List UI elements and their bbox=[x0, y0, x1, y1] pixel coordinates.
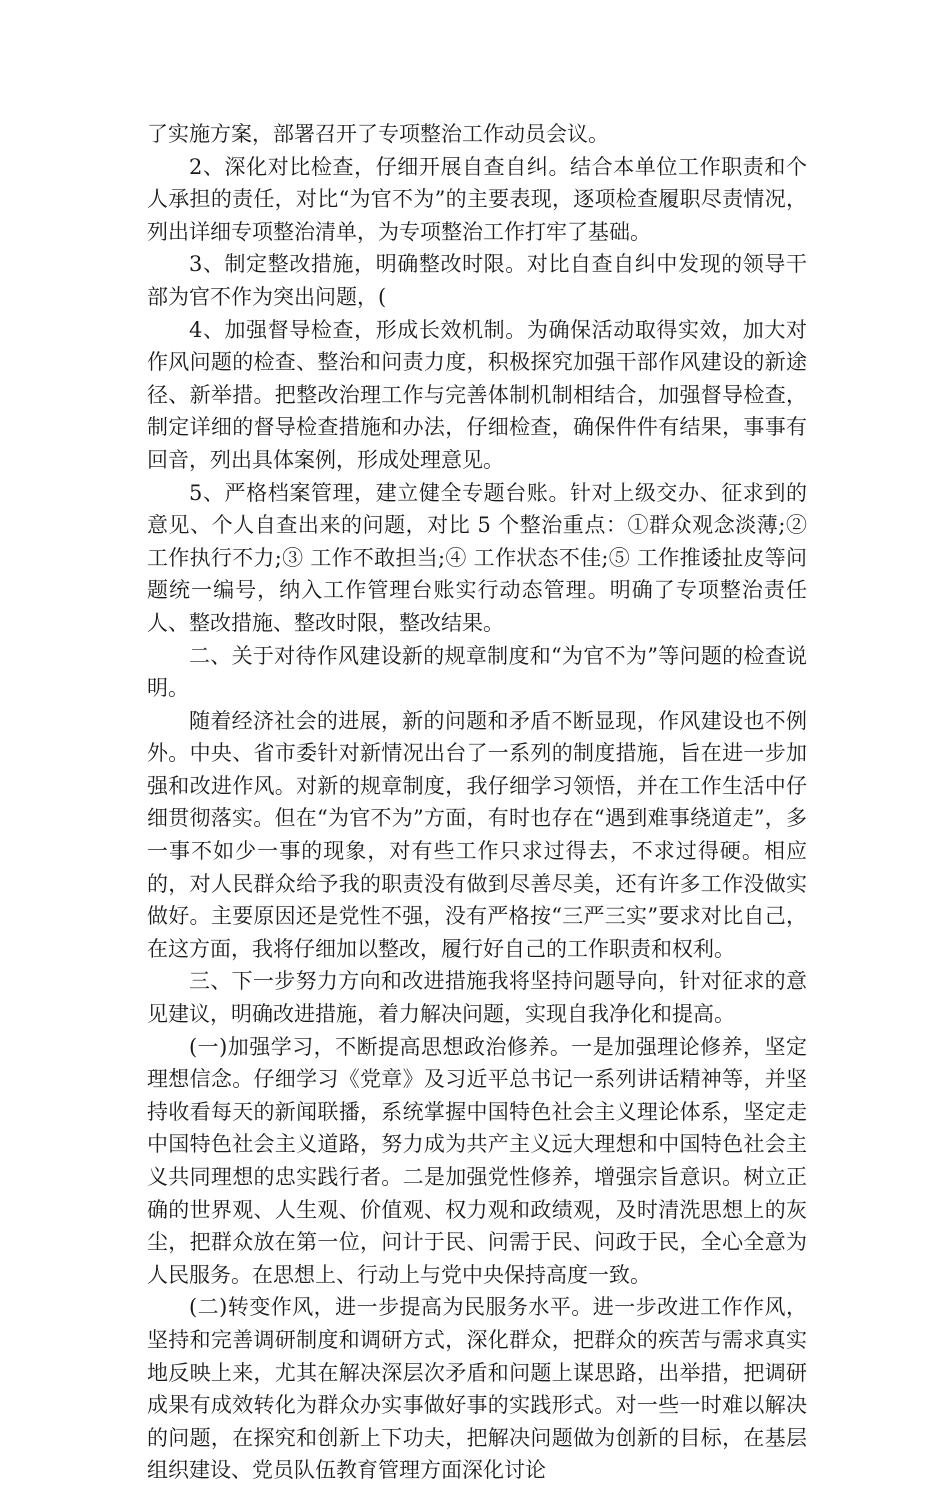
section-heading-3: 三、下一步努力方向和改进措施我将坚持问题导向，针对征求的意见建议，明确改进措施，着力解决问题，实现自我净化和提高。 bbox=[147, 969, 807, 1027]
paragraph-section-2-body: 随着经济社会的进展，新的问题和矛盾不断显现，作风建设也不例外。中央、省市委针对新情况出台了一系列的制度措施，旨在进一步加强和改进作风。对新的规章制度，我仔细学习领悟，并在工作生活中仔细贯彻落实。但在“为官不为”方面，有时也存在“遇到难事绕道走”，多一事不如少一事的现象，对有些工作只求过得去，不求过得硬。相应的，对人民群众给予我的职责没有做到尽善尽美，还有许多工作没做实做好。主要原因还是党性不强，没有严格按“三严三实”要求对比自己，在这方面，我将仔细加以整改，履行好自己的工作职责和权利。 bbox=[147, 708, 807, 961]
paragraph-continuation: 了实施方案，部署召开了专项整治工作动员会议。 bbox=[147, 122, 609, 146]
paragraph-item-4: 4、加强督导检查，形成长效机制。为确保活动取得实效，加大对作风问题的检查、整治和问责力度，积极探究加强干部作风建设的新途径、新举措。把整改治理工作与完善体制机制相结合，加强督导检查，制定详细的督导检查措施和办法，仔细检查，确保件件有结果，事事有回音，列出具体案例，形成处理意见。 bbox=[147, 317, 807, 472]
paragraph-subsection-2: (二)转变作风，进一步提高为民服务水平。进一步改进工作作风，坚持和完善调研制度和调研方式，深化群众，把群众的疾苦与需求真实地反映上来，尤其在解决深层次矛盾和问题上谋思路，出举措，把调研成果有成效转化为群众办实事做好事的实践形式。对一些一时难以解决的问题，在探究和创新上下功夫，把解决问题做为创新的目标，在基层组织建设、党员队伍教育管理方面深化讨论 bbox=[147, 1295, 807, 1483]
paragraph-item-3: 3、制定整改措施，明确整改时限。对比自查自纠中发现的领导干部为官不作为突出问题，( bbox=[147, 252, 807, 309]
paragraph-item-2: 2、深化对比检查，仔细开展自查自纠。结合本单位工作职责和个人承担的责任，对比“为官不为”的主要表现，逐项检查履职尽责情况，列出详细专项整治清单，为专项整治工作打牢了基础。 bbox=[147, 154, 807, 244]
paragraph-item-5: 5、严格档案管理，建立健全专题台账。针对上级交办、征求到的意见、个人自查出来的问题，对比 5 个整治重点：①群众观念淡薄;② 工作执行不力;③ 工作不敢担当;④ 工作状态不佳;⑤ 工作推诿扯皮等问题统一编号，纳入工作管理台账实行动态管理。明确了专项整治责任人、整改措施、整改时限，整改结果。 bbox=[147, 480, 807, 635]
document-page bbox=[147, 118, 807, 1487]
paragraph-subsection-1: (一)加强学习，不断提高思想政治修养。一是加强理论修养，坚定理想信念。仔细学习《党章》及习近平总书记一系列讲话精神等，并坚持收看每天的新闻联播，系统掌握中国特色社会主义理论体系，坚定走中国特色社会主义道路，努力成为共产主义远大理想和中国特色社会主义共同理想的忠实践行者。二是加强党性修养，增强宗旨意识。树立正确的世界观、人生观、价值观、权力观和政绩观，及时清洗思想上的灰尘，把群众放在第一位，问计于民、问需于民、问政于民，全心全意为人民服务。在思想上、行动上与党中央保持高度一致。 bbox=[147, 1034, 807, 1287]
section-heading-2: 二、关于对待作风建设新的规章制度和“为官不为”等问题的检查说明。 bbox=[147, 643, 807, 701]
